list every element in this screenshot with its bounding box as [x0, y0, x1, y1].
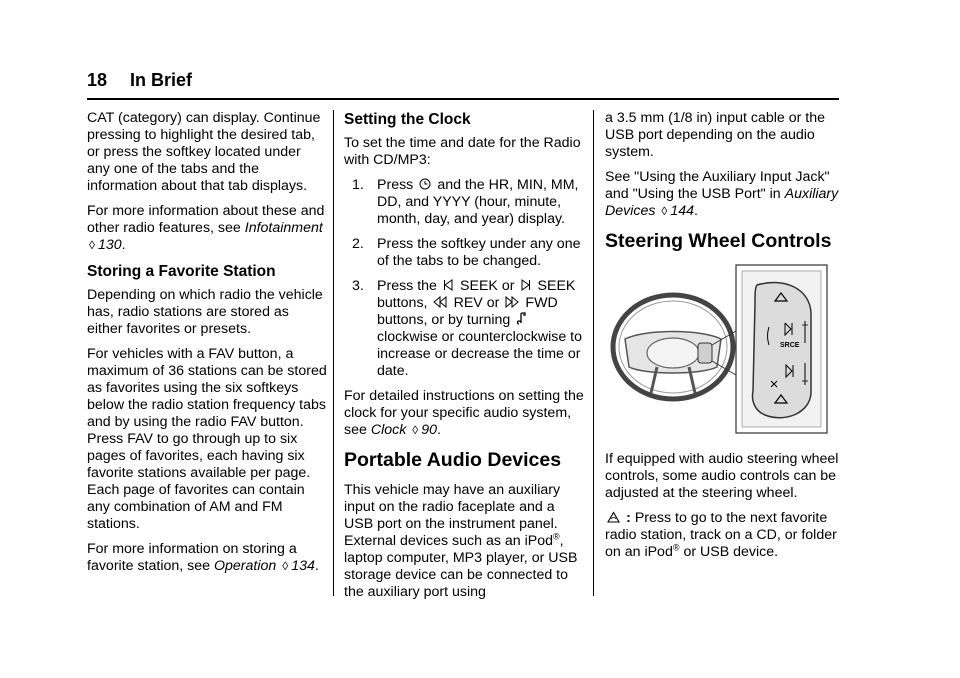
column-divider — [333, 110, 334, 596]
paragraph-text: , laptop computer, MP3 player, or USB storage device can be connected to the auxiliary port using — [344, 533, 578, 600]
page-ref[interactable]: 90 — [421, 422, 437, 438]
header-rule — [87, 98, 839, 100]
ref-arrow-icon: ◊ — [661, 204, 668, 218]
section-heading: Portable Audio Devices — [344, 449, 562, 471]
paragraph-text: This vehicle may have an auxiliary input on the radio faceplate and a USB port on the instrument panel. External devices such as an iPod — [344, 482, 561, 549]
srce-button-label: SRCE — [780, 342, 800, 349]
paragraph-text: For detailed instructions on setting the clock for your specific audio system, see — [344, 388, 584, 438]
list-item — [344, 177, 584, 228]
ref-arrow-icon: ◊ — [412, 423, 419, 437]
step-number: 3. — [352, 278, 364, 294]
section-title: In Brief — [130, 70, 193, 90]
paragraph: If equipped with audio steering wheel controls, some audio controls can be adjusted at the steering wheel. — [605, 451, 839, 501]
paragraph: For more information about these and other radio features, see Infotainment ◊ 130. — [87, 203, 325, 253]
step-text: Press the softkey under any one of the tabs to be changed. — [377, 236, 581, 269]
tune-knob-icon — [516, 313, 526, 328]
steering-wheel-illustration — [613, 295, 736, 399]
paragraph: For detailed instructions on setting the clock for your specific audio system, see Clock ◊ 90. — [344, 388, 584, 438]
section-heading: Setting the Clock — [344, 111, 471, 128]
paragraph-text: Press to go to the next favorite radio station, track on a CD, or folder on an iPod — [605, 510, 837, 560]
step-text: Press the — [377, 278, 437, 294]
column-3 — [605, 110, 845, 569]
step-text: and the HR, MIN, MM, DD, and YYYY (hour, minute, month, day, and year) display. — [377, 177, 579, 227]
paragraph: To set the time and date for the Radio with CD/MP3: — [344, 135, 581, 168]
seek-back-icon — [443, 279, 458, 294]
step-text: REV or — [453, 295, 500, 311]
step-text: SEEK or — [460, 278, 515, 294]
list-item — [344, 278, 584, 380]
favorite-icon — [607, 511, 624, 526]
column-divider — [593, 110, 594, 596]
seek-forward-icon — [520, 279, 535, 294]
section-heading: Storing a Favorite Station — [87, 263, 276, 280]
ref-arrow-icon: ◊ — [282, 559, 289, 573]
step-number: 2. — [352, 236, 364, 252]
paragraph-text: For more information on storing a favorite station, see — [87, 541, 297, 574]
step-text: SEEK buttons, — [377, 278, 576, 311]
step-number: 1. — [352, 177, 364, 193]
list-item — [344, 236, 584, 270]
cross-ref-link[interactable]: Auxiliary Devices — [605, 186, 839, 219]
registered-mark: ® — [672, 542, 680, 553]
registered-mark: ® — [553, 531, 560, 542]
paragraph-text: See "Using the Auxiliary Input Jack" and "Using the USB Port" in — [605, 169, 830, 202]
steering-wheel-controls-figure — [605, 263, 830, 435]
paragraph — [605, 510, 845, 561]
column-2 — [344, 110, 584, 609]
paragraph: a 3.5 mm (1/8 in) input cable or the USB port depending on the audio system. — [605, 110, 826, 160]
ref-arrow-icon: ◊ — [89, 238, 95, 252]
clock-icon — [419, 178, 435, 193]
section-heading: Steering Wheel Controls — [605, 230, 832, 252]
page-header — [87, 70, 192, 91]
paragraph: Depending on which radio the vehicle has, radio stations are stored as either favorites or presets. — [87, 287, 323, 337]
page-ref[interactable]: 130 — [97, 237, 122, 253]
page-number: 18 — [87, 70, 108, 90]
paragraph: See "Using the Auxiliary Input Jack" and "Using the USB Port" in Auxiliary Devices ◊ 144. — [605, 169, 839, 219]
cross-ref-link[interactable]: Operation — [213, 558, 277, 574]
fast-forward-icon — [505, 296, 523, 311]
cross-ref-link[interactable]: Infotainment — [244, 220, 323, 236]
step-text: FWD buttons, or by turning — [377, 295, 558, 328]
step-text: Press — [377, 177, 414, 193]
paragraph — [344, 482, 584, 601]
page-ref[interactable]: 144 — [670, 203, 695, 219]
cross-ref-link[interactable]: Clock — [370, 422, 407, 438]
control-panel-illustration — [753, 283, 812, 418]
paragraph: CAT (category) can display. Continue pressing to highlight the desired tab, or press the softkey located under any one of the tabs and the information about that tab displays. — [87, 110, 321, 194]
column-1 — [87, 110, 327, 583]
paragraph: For vehicles with a FAV button, a maximum of 36 stations can be stored as favorites using the six softkeys below the radio station frequency tabs and by using the radio FAV button. Press FAV to go through up to six pages of favorites, each having six favorite stations available per page. Each page of favorites can contain any combination of AM and FM stations. — [87, 346, 327, 532]
paragraph: For more information on storing a favorite station, see Operation ◊ 134. — [87, 541, 319, 574]
paragraph-text: For more information about these and other radio features, see — [87, 203, 325, 236]
paragraph-text: or USB device. — [683, 544, 779, 560]
page-ref[interactable]: 134 — [291, 558, 315, 574]
step-text: clockwise or counterclockwise to increase or decrease the time or date. — [377, 329, 583, 379]
steps-list — [344, 177, 584, 380]
control-label: : — [626, 510, 631, 526]
rewind-icon — [433, 296, 451, 311]
